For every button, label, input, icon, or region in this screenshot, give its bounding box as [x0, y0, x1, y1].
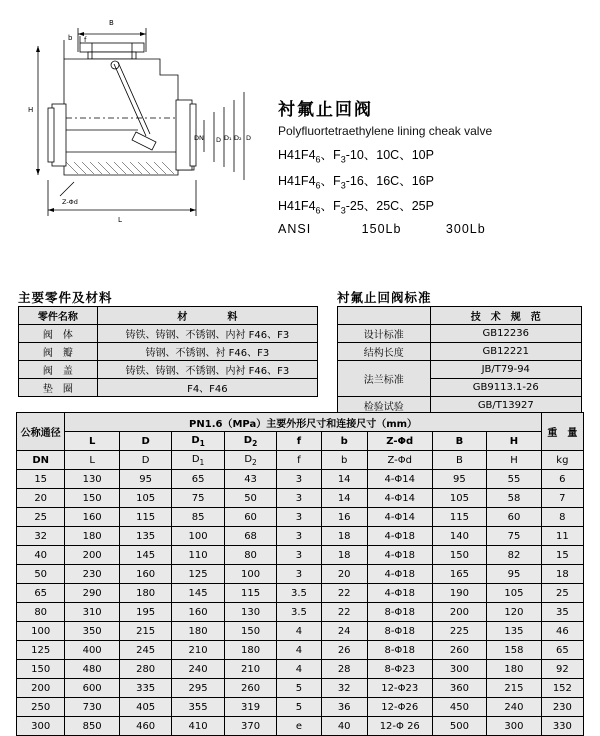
dim-cell-h: 135 [487, 622, 542, 641]
dim-cell-zd: 4-Φ14 [367, 508, 432, 527]
dim-cell-d: 245 [119, 641, 171, 660]
dim-cell-d1: 240 [172, 660, 224, 679]
dim-cell-d1: 125 [172, 565, 224, 584]
dim-cell-zd: 12-Φ 26 [367, 717, 432, 736]
dim-cell-b: 40 [321, 717, 367, 736]
dim-cell-d: 180 [119, 584, 171, 603]
dim-col-D: D [119, 432, 171, 451]
svg-text:D: D [216, 136, 222, 144]
dim-cell-zd: 4-Φ18 [367, 584, 432, 603]
dim-cell-d: 160 [119, 565, 171, 584]
dim-cell-d2: 210 [224, 660, 276, 679]
dim-cell-bb: 165 [432, 565, 487, 584]
dim-cell-bb: 150 [432, 546, 487, 565]
dim-cell-d2: 80 [224, 546, 276, 565]
svg-text:D₁: D₁ [224, 134, 232, 142]
dim-cell-bb: 95 [432, 470, 487, 489]
dim-cell-d2: 43 [224, 470, 276, 489]
std-col-spec: 技 术 规 范 [430, 307, 581, 325]
dim-cell-dn: 250 [17, 698, 65, 717]
dim-cell-b: 36 [321, 698, 367, 717]
dim-cell-d2: 319 [224, 698, 276, 717]
dim-cell-d: 105 [119, 489, 171, 508]
svg-text:D₂: D₂ [234, 134, 242, 142]
dim-cell-kg: 92 [541, 660, 583, 679]
dim-cell-zd: 8-Φ18 [367, 622, 432, 641]
std-val-flange-2: GB9113.1-26 [430, 379, 581, 397]
dim-cell-b: 28 [321, 660, 367, 679]
ansi-300lb: 300Lb [445, 221, 486, 236]
dim-cell-l: 130 [65, 470, 120, 489]
dim-cell-f: 3 [277, 527, 321, 546]
dim-cell-dn: 125 [17, 641, 65, 660]
dim-cell-b: 22 [321, 584, 367, 603]
dim-cell-l: 290 [65, 584, 120, 603]
dim-cell-l: 150 [65, 489, 120, 508]
dim-cell-kg: 152 [541, 679, 583, 698]
dim-cell-bb: 260 [432, 641, 487, 660]
table-row [17, 546, 584, 565]
dim-cell-kg: 46 [541, 622, 583, 641]
table-row [17, 660, 584, 679]
part-material-gasket: F4、F46 [97, 379, 317, 397]
dim-cell-f: 4 [277, 622, 321, 641]
table-row [17, 508, 584, 527]
dim-cell-f: 3 [277, 489, 321, 508]
dim-group-main: PN1.6（MPa）主要外形尺寸和连接尺寸（mm） [65, 413, 541, 432]
dim-cell-dn: 32 [17, 527, 65, 546]
dim-cell-zd: 8-Φ23 [367, 660, 432, 679]
dim-cell-h: 240 [487, 698, 542, 717]
dimension-table [16, 412, 584, 736]
table-row [17, 489, 584, 508]
dim-cell-d1: 295 [172, 679, 224, 698]
dim-cell-h: 105 [487, 584, 542, 603]
dim-cell-d1: 85 [172, 508, 224, 527]
dim-hdr-b: b [321, 451, 367, 470]
dim-cell-h: 158 [487, 641, 542, 660]
ansi-line [278, 222, 588, 236]
std-val-flange-1: JB/T79-94 [430, 361, 581, 379]
dim-hdr-H: H [487, 451, 542, 470]
dim-cell-bb: 300 [432, 660, 487, 679]
std-val-design: GB12236 [430, 325, 581, 343]
dim-col-L: L [65, 432, 120, 451]
dim-cell-d: 335 [119, 679, 171, 698]
dim-col-D1: $D_1$ [172, 432, 224, 451]
dim-cell-dn: 300 [17, 717, 65, 736]
dim-cell-f: 4 [277, 641, 321, 660]
table-row [17, 584, 584, 603]
dim-cell-l: 200 [65, 546, 120, 565]
table-row [17, 622, 584, 641]
dim-cell-f: 5 [277, 698, 321, 717]
dim-cell-h: 300 [487, 717, 542, 736]
dim-col-f: f [277, 432, 321, 451]
std-key-test: 检验试验 [338, 397, 431, 415]
model-line-2: $H41F4_6$、$F_3-16$、16C、16P [278, 173, 434, 190]
dim-hdr-kg: kg [541, 451, 583, 470]
dim-cell-dn: 100 [17, 622, 65, 641]
dim-cell-b: 18 [321, 527, 367, 546]
dim-cell-l: 180 [65, 527, 120, 546]
dim-cell-zd: 8-Φ18 [367, 641, 432, 660]
dim-cell-kg: 330 [541, 717, 583, 736]
dim-cell-d1: 180 [172, 622, 224, 641]
dim-cell-l: 350 [65, 622, 120, 641]
dim-cell-d1: 210 [172, 641, 224, 660]
dim-cell-d2: 100 [224, 565, 276, 584]
table-row [19, 307, 318, 325]
std-val-test: GB/T13927 [430, 397, 581, 415]
svg-text:DN: DN [194, 134, 204, 142]
dim-cell-d1: 355 [172, 698, 224, 717]
table-row [17, 527, 584, 546]
valve-drawing [18, 12, 263, 222]
dim-cell-kg: 35 [541, 603, 583, 622]
dim-cell-h: 120 [487, 603, 542, 622]
dim-cell-dn: 40 [17, 546, 65, 565]
table-row [19, 361, 318, 379]
ansi-150lb: 150Lb [361, 221, 402, 236]
header-section [0, 0, 600, 235]
parts-materials-table [18, 306, 318, 397]
dim-cell-zd: 12-Φ26 [367, 698, 432, 717]
dim-cell-d: 95 [119, 470, 171, 489]
svg-text:B: B [109, 19, 114, 27]
dim-cell-d1: 65 [172, 470, 224, 489]
dim-cell-f: 5 [277, 679, 321, 698]
dim-cell-l: 480 [65, 660, 120, 679]
dim-cell-d: 195 [119, 603, 171, 622]
dim-cell-d2: 50 [224, 489, 276, 508]
dim-col-b: b [321, 432, 367, 451]
part-name-body: 阀 体 [19, 325, 98, 343]
table-row [19, 343, 318, 361]
dim-cell-dn: 50 [17, 565, 65, 584]
dim-cell-bb: 115 [432, 508, 487, 527]
parts-heading: 主要零件及材料 [18, 290, 113, 305]
dim-hdr-D: D [119, 451, 171, 470]
dim-cell-f: 4 [277, 660, 321, 679]
dim-cell-d: 460 [119, 717, 171, 736]
dim-hdr-B: B [432, 451, 487, 470]
dim-cell-dn: 20 [17, 489, 65, 508]
dim-cell-l: 600 [65, 679, 120, 698]
table-row [338, 325, 582, 343]
dim-cell-d: 135 [119, 527, 171, 546]
dim-hdr-D2: $D_2$ [224, 451, 276, 470]
dim-cell-b: 24 [321, 622, 367, 641]
dim-cell-kg: 11 [541, 527, 583, 546]
dim-cell-d1: 110 [172, 546, 224, 565]
dim-cell-bb: 225 [432, 622, 487, 641]
dim-cell-d1: 160 [172, 603, 224, 622]
dim-cell-d2: 68 [224, 527, 276, 546]
table-row [17, 470, 584, 489]
svg-text:b: b [68, 34, 73, 42]
dim-cell-b: 14 [321, 489, 367, 508]
dim-cell-h: 58 [487, 489, 542, 508]
product-title-en: Polyfluortetraethylene lining cheak valve [278, 124, 493, 138]
dim-col-zd: Z-Φd [367, 432, 432, 451]
table-row [17, 413, 584, 432]
dim-cell-d1: 410 [172, 717, 224, 736]
dim-cell-h: 55 [487, 470, 542, 489]
title-block [278, 95, 588, 236]
dim-cell-b: 26 [321, 641, 367, 660]
dim-cell-bb: 140 [432, 527, 487, 546]
dim-cell-d2: 130 [224, 603, 276, 622]
dim-cell-zd: 4-Φ18 [367, 546, 432, 565]
dim-cell-d1: 75 [172, 489, 224, 508]
dim-cell-b: 20 [321, 565, 367, 584]
dim-cell-f: 3.5 [277, 584, 321, 603]
dim-cell-kg: 8 [541, 508, 583, 527]
part-name-bonnet: 阀 盖 [19, 361, 98, 379]
part-material-bonnet: 铸铁、铸钢、不锈钢、内衬 F46、F3 [97, 361, 317, 379]
dim-cell-l: 230 [65, 565, 120, 584]
svg-text:L: L [118, 216, 122, 224]
std-blank-cell [338, 307, 431, 325]
table-row [17, 679, 584, 698]
dim-cell-kg: 25 [541, 584, 583, 603]
std-key-design: 设计标准 [338, 325, 431, 343]
table-row [338, 361, 582, 379]
ansi-label: ANSI [278, 221, 312, 236]
product-title-cn: 衬氟止回阀 [278, 100, 373, 120]
dim-cell-d: 145 [119, 546, 171, 565]
dim-cell-d: 405 [119, 698, 171, 717]
dim-cell-bb: 190 [432, 584, 487, 603]
standards-table [337, 306, 582, 415]
dim-cell-kg: 230 [541, 698, 583, 717]
dim-cell-dn: 65 [17, 584, 65, 603]
dim-cell-zd: 12-Φ23 [367, 679, 432, 698]
dim-cell-d2: 260 [224, 679, 276, 698]
svg-text:f: f [84, 36, 87, 44]
model-line-1: $H41F4_6$、$F_3-10$、10C、10P [278, 148, 434, 165]
dim-col-B: B [432, 432, 487, 451]
std-key-flange: 法兰标准 [338, 361, 431, 397]
dim-cell-f: e [277, 717, 321, 736]
dim-cell-d: 280 [119, 660, 171, 679]
table-row [17, 717, 584, 736]
table-row [19, 379, 318, 397]
dim-cell-d2: 115 [224, 584, 276, 603]
dim-cell-d: 215 [119, 622, 171, 641]
table-row [17, 432, 584, 451]
dim-cell-b: 22 [321, 603, 367, 622]
dim-cell-dn: 200 [17, 679, 65, 698]
dim-cell-l: 850 [65, 717, 120, 736]
dim-cell-f: 3.5 [277, 603, 321, 622]
dim-cell-kg: 7 [541, 489, 583, 508]
parts-col-name: 零件名称 [19, 307, 98, 325]
part-name-gasket: 垫 圈 [19, 379, 98, 397]
dim-cell-f: 3 [277, 508, 321, 527]
dim-cell-f: 3 [277, 546, 321, 565]
dim-cell-h: 82 [487, 546, 542, 565]
std-val-length: GB12221 [430, 343, 581, 361]
dim-cell-b: 18 [321, 546, 367, 565]
dim-hdr-f: f [277, 451, 321, 470]
dim-cell-kg: 65 [541, 641, 583, 660]
dim-cell-bb: 360 [432, 679, 487, 698]
table-row [17, 641, 584, 660]
dim-cell-d: 115 [119, 508, 171, 527]
dim-cell-f: 3 [277, 565, 321, 584]
dim-col-H: H [487, 432, 542, 451]
part-name-disc: 阀 瓣 [19, 343, 98, 361]
table-row [17, 698, 584, 717]
dim-group-weight: 重 量 [541, 413, 583, 451]
dim-cell-bb: 105 [432, 489, 487, 508]
standards-heading: 衬氟止回阀标准 [337, 290, 432, 305]
dim-cell-h: 75 [487, 527, 542, 546]
dim-col-D2: $D_2$ [224, 432, 276, 451]
table-row [19, 325, 318, 343]
dim-cell-l: 730 [65, 698, 120, 717]
dim-cell-b: 14 [321, 470, 367, 489]
dim-cell-dn: 25 [17, 508, 65, 527]
dim-cell-bb: 500 [432, 717, 487, 736]
dim-cell-dn: 80 [17, 603, 65, 622]
table-row [17, 603, 584, 622]
dim-cell-h: 215 [487, 679, 542, 698]
dim-cell-zd: 4-Φ14 [367, 489, 432, 508]
dim-group-nominal: 公称通径 [17, 413, 65, 451]
dim-hdr-L: L [65, 451, 120, 470]
dim-cell-zd: 8-Φ18 [367, 603, 432, 622]
dim-cell-d2: 370 [224, 717, 276, 736]
dim-cell-d1: 100 [172, 527, 224, 546]
table-row [338, 343, 582, 361]
dim-cell-zd: 4-Φ18 [367, 527, 432, 546]
dim-cell-h: 95 [487, 565, 542, 584]
dim-cell-b: 32 [321, 679, 367, 698]
dim-cell-kg: 18 [541, 565, 583, 584]
dim-cell-kg: 6 [541, 470, 583, 489]
svg-text:D: D [246, 134, 252, 142]
dim-cell-h: 180 [487, 660, 542, 679]
dim-cell-l: 400 [65, 641, 120, 660]
dim-cell-dn: 150 [17, 660, 65, 679]
dim-cell-d2: 60 [224, 508, 276, 527]
model-line-3: $H41F4_6$、$F_3-25$、25C、25P [278, 199, 434, 216]
dim-cell-d2: 180 [224, 641, 276, 660]
dim-cell-dn: 15 [17, 470, 65, 489]
dim-cell-zd: 4-Φ14 [367, 470, 432, 489]
table-row [338, 307, 582, 325]
dim-col-DN: DN [17, 451, 65, 470]
dim-hdr-D1: $D_1$ [172, 451, 224, 470]
dim-cell-l: 160 [65, 508, 120, 527]
dim-cell-bb: 200 [432, 603, 487, 622]
dim-cell-h: 60 [487, 508, 542, 527]
dim-cell-d1: 145 [172, 584, 224, 603]
dim-cell-zd: 4-Φ18 [367, 565, 432, 584]
dim-cell-bb: 450 [432, 698, 487, 717]
dim-hdr-zd: Z-Φd [367, 451, 432, 470]
svg-text:H: H [28, 106, 34, 114]
dim-cell-l: 310 [65, 603, 120, 622]
parts-col-material: 材 料 [97, 307, 317, 325]
table-row [17, 451, 584, 470]
dim-cell-b: 16 [321, 508, 367, 527]
dim-cell-f: 3 [277, 470, 321, 489]
table-row [17, 565, 584, 584]
std-key-length: 结构长度 [338, 343, 431, 361]
part-material-disc: 铸钢、不锈钢、衬 F46、F3 [97, 343, 317, 361]
part-material-body: 铸铁、铸钢、不锈钢、内衬 F46、F3 [97, 325, 317, 343]
dim-cell-kg: 15 [541, 546, 583, 565]
dim-cell-d2: 150 [224, 622, 276, 641]
svg-text:Z-Φd: Z-Φd [62, 198, 78, 206]
